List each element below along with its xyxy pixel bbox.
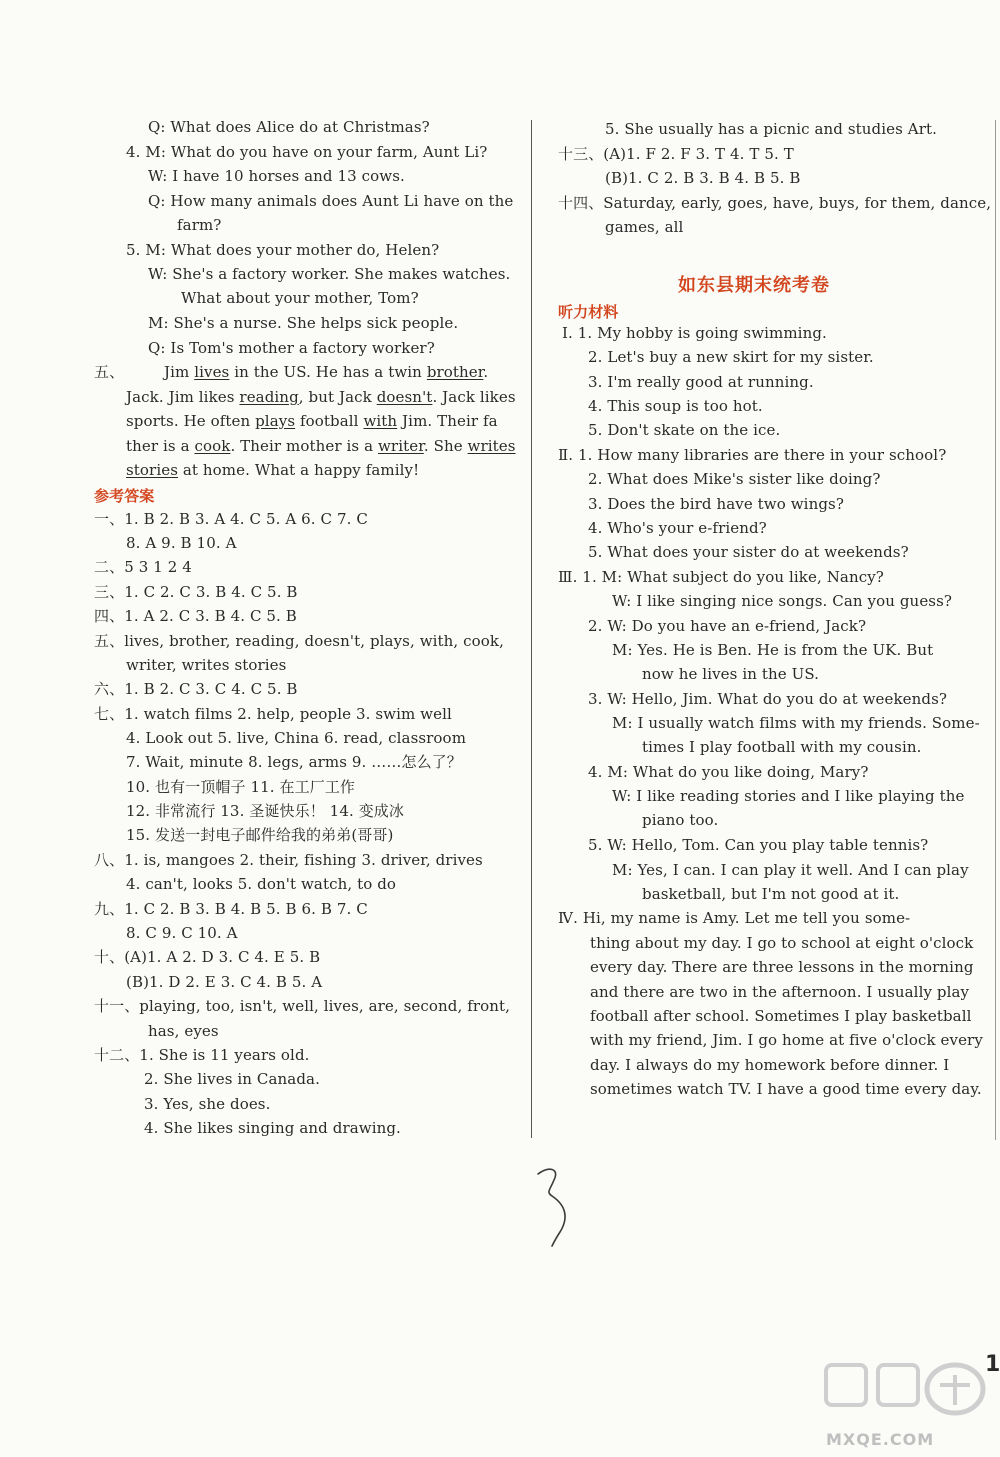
script-line: basketball, but I'm not good at it. [642,885,900,903]
dialogue-line: 5. M: What does your mother do, Helen? [126,241,440,259]
page-number: 1 [985,1352,1000,1377]
answer-line: 8. A 9. B 10. A [126,534,237,552]
filled-blank: brother [426,363,484,381]
script-line: times I play football with my cousin. [642,738,922,756]
script-line: now he lives in the US. [642,665,820,683]
script-line: 5. W: Hello, Tom. Can you play table tennis? [588,836,929,854]
script-line: M: Yes, I can. I can play it well. And I can play [612,861,969,879]
dialogue-line: W: She's a factory worker. She makes watches. [148,265,511,283]
script-line: M: Yes. He is Ben. He is from the UK. But [612,641,934,659]
dialogue-line: Q: What does Alice do at Christmas? [148,118,430,136]
filled-blank: reading [239,388,299,406]
answer-line: 4. can't, looks 5. don't watch, to do [126,875,397,893]
answer-line: 七、1. watch films 2. help, people 3. swim well [94,705,452,723]
dialogue-line: W: I have 10 horses and 13 cows. [148,167,405,185]
passage-line: ther is a cook. Their mother is a writer. She writes [126,437,516,455]
script-line: sometimes watch TV. I have a good time every day. [590,1080,982,1098]
section-label: 五、 [94,363,125,381]
script-line: football after school. Sometimes I play basketball [590,1007,972,1025]
exam-title: 如东县期末统考卷 [678,275,830,296]
script-line: W: I like singing nice songs. Can you guess? [612,592,953,610]
script-line: 3. Does the bird have two wings? [588,495,844,513]
script-line: 5. What does your sister do at weekends? [588,543,909,561]
dialogue-line: Q: How many animals does Aunt Li have on the [148,192,514,210]
listening-heading: 听力材料 [558,303,619,321]
dialogue-line: farm? [177,216,222,234]
script-line: thing about my day. I go to school at eight o'clock [590,934,974,952]
answer-line: 15. 发送一封电子邮件给我的弟弟(哥哥) [126,826,394,844]
filled-blank: plays [255,412,296,430]
script-line: 4. This soup is too hot. [588,397,763,415]
answer-line: 九、1. C 2. B 3. B 4. B 5. B 6. B 7. C [94,900,368,918]
answer-line: 8. C 9. C 10. A [126,924,238,942]
answer-line: 4. She likes singing and drawing. [144,1119,401,1137]
script-line: 3. W: Hello, Jim. What do you do at weekends? [588,690,948,708]
script-line: day. I always do my homework before dinner. I [590,1056,950,1074]
answer-line: 四、1. A 2. C 3. B 4. C 5. B [94,607,297,625]
filled-blank: writes [467,437,516,455]
answer-line: has, eyes [148,1022,219,1040]
dialogue-line: Q: Is Tom's mother a factory worker? [148,339,435,357]
answer-line: 12. 非常流行 13. 圣诞快乐！ 14. 变成冰 [126,802,405,820]
answer-line: 十、(A)1. A 2. D 3. C 4. E 5. B [94,948,321,966]
answer-line: 十四、Saturday, early, goes, have, buys, for them, dance, [558,194,992,212]
filled-blank: with [363,412,398,430]
script-line: Ⅲ. 1. M: What subject do you like, Nancy? [558,568,884,586]
answer-line: 十一、playing, too, isn't, well, lives, are, second, front, [94,997,511,1015]
script-line: and there are two in the afternoon. I usually play [590,983,970,1001]
filled-blank: writer [377,437,424,455]
script-line: W: I like reading stories and I like playing the [612,787,965,805]
answer-line: 3. Yes, she does. [144,1095,271,1113]
script-line: piano too. [642,811,719,829]
dialogue-line: What about your mother, Tom? [181,289,419,307]
watermark-text: MXQE.COM [826,1430,935,1449]
answer-line: 五、lives, brother, reading, doesn't, plays, with, cook, [94,632,504,650]
answers-heading: 参考答案 [94,487,155,505]
script-line: 2. W: Do you have an e-friend, Jack? [588,617,867,635]
answer-line: writer, writes stories [126,656,287,674]
answer-line: 三、1. C 2. C 3. B 4. C 5. B [94,583,298,601]
answer-line: games, all [605,218,684,236]
handwritten-mark [530,1160,590,1250]
answer-line: 一、1. B 2. B 3. A 4. C 5. A 6. C 7. C [94,510,368,528]
answer-line: 二、5 3 1 2 4 [94,558,192,576]
filled-blank: doesn't [376,388,433,406]
answer-line: 六、1. B 2. C 3. C 4. C 5. B [94,680,298,698]
answer-line: 7. Wait, minute 8. legs, arms 9. ……怎么了？ [126,753,462,771]
answer-line: 2. She lives in Canada. [144,1070,320,1088]
script-line: Ⅳ. Hi, my name is Amy. Let me tell you some- [558,909,911,927]
answer-line: 十三、(A)1. F 2. F 3. T 4. T 5. T [558,145,794,163]
script-line: 5. Don't skate on the ice. [588,421,781,439]
passage-line: sports. He often plays football with Jim. Their fa [126,412,498,430]
script-line: Ⅰ. 1. My hobby is going swimming. [562,324,827,342]
answer-line: 10. 也有一顶帽子 11. 在工厂工作 [126,778,356,796]
answer-line: (B)1. C 2. B 3. B 4. B 5. B [605,169,801,187]
script-line: 2. Let's buy a new skirt for my sister. [588,348,874,366]
passage-line: stories at home. What a happy family! [126,461,420,479]
script-line: 4. M: What do you like doing, Mary? [588,763,869,781]
passage-line: Jack. Jim likes reading, but Jack doesn't. Jack likes [126,388,516,406]
dialogue-line: M: She's a nurse. She helps sick people. [148,314,459,332]
script-line: with my friend, Jim. I go home at five o'clock every [590,1031,983,1049]
passage-line: Jim lives in the US. He has a twin brother. [164,363,489,381]
answer-line: 八、1. is, mangoes 2. their, fishing 3. driver, drives [94,851,483,869]
script-line: Ⅱ. 1. How many libraries are there in your school? [558,446,947,464]
column-divider [531,120,532,1138]
answer-line: 4. Look out 5. live, China 6. read, classroom [126,729,467,747]
filled-blank: cook [194,437,231,455]
page-edge-line [995,120,996,1140]
dialogue-line: 4. M: What do you have on your farm, Aunt Li? [126,143,488,161]
script-line: every day. There are three lessons in the morning [590,958,974,976]
script-line: 4. Who's your e-friend? [588,519,767,537]
filled-blank: stories [126,461,178,479]
script-line: 2. What does Mike's sister like doing? [588,470,881,488]
filled-blank: lives [194,363,230,381]
answer-line: 5. She usually has a picnic and studies Art. [605,120,937,138]
script-line: 3. I'm really good at running. [588,373,814,391]
answer-line: 十二、1. She is 11 years old. [94,1046,310,1064]
answer-line: (B)1. D 2. E 3. C 4. B 5. A [126,973,323,991]
script-line: M: I usually watch films with my friends. Some- [612,714,980,732]
